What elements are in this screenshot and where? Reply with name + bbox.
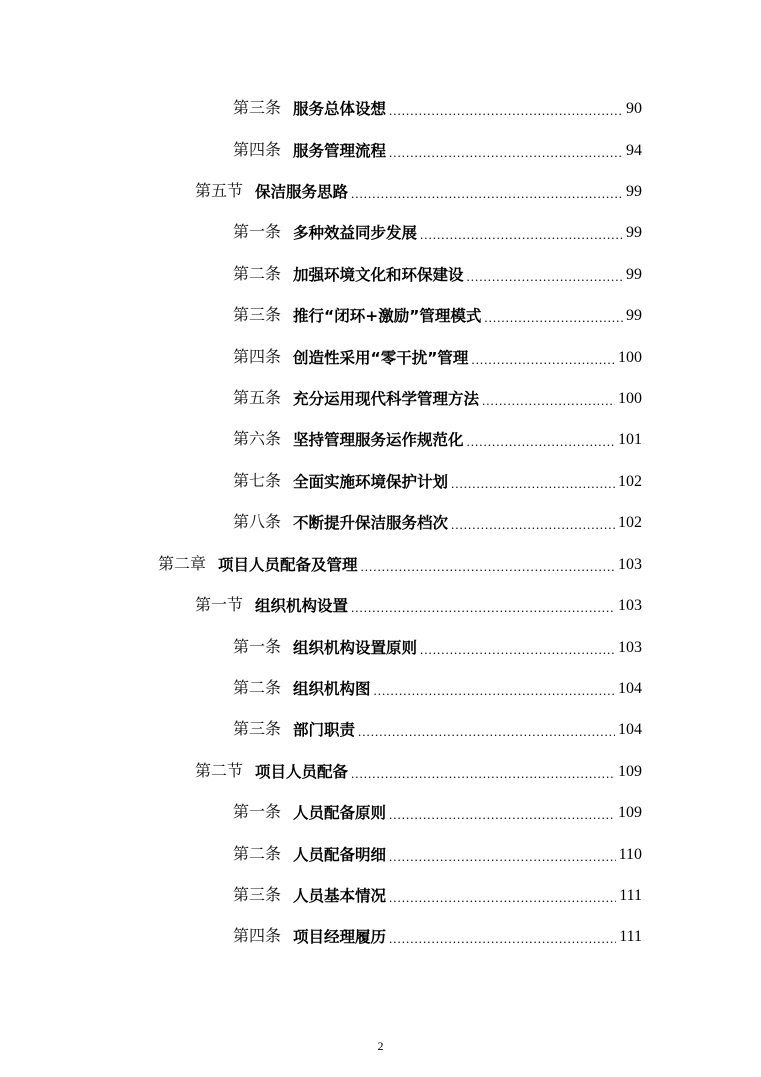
toc-entry-title: 组织机构设置: [255, 597, 349, 615]
toc-entry-article[interactable]: [233, 636, 642, 660]
toc-entry-title: 加强环境文化和环保建设: [293, 266, 464, 284]
toc-entry-article[interactable]: [233, 843, 642, 867]
toc-entry-title: 推行“闭环+激励”管理模式: [293, 307, 482, 325]
toc-dot-leader: [374, 679, 615, 703]
toc-entry-page: 102: [618, 514, 642, 531]
toc-entry-title: 坚持管理服务运作规范化: [293, 431, 464, 449]
toc-entry-title: 部门职责: [293, 721, 356, 739]
toc-entry-title: 服务管理流程: [293, 142, 387, 160]
toc-entry-number: 第六条: [233, 431, 282, 448]
toc-entry-title: 项目经理履历: [293, 928, 387, 946]
toc-dot-leader: [389, 927, 616, 951]
toc-entry-title: 不断提升保洁服务档次: [293, 514, 449, 532]
toc-entry-page: 103: [618, 597, 642, 614]
toc-entry-title: 创造性采用“零干扰”管理: [293, 349, 469, 367]
toc-entry-article[interactable]: [233, 263, 642, 287]
toc-entry-page: 111: [619, 928, 642, 945]
toc-entry-section[interactable]: [195, 760, 642, 784]
toc-dot-leader: [420, 638, 615, 662]
toc-entry-article[interactable]: [233, 677, 642, 701]
toc-dot-leader: [484, 306, 623, 330]
toc-dot-leader: [471, 348, 615, 372]
toc-dot-leader: [351, 182, 623, 206]
toc-entry-title: 组织机构图: [293, 680, 371, 698]
toc-dot-leader: [361, 555, 615, 579]
toc-dot-leader: [389, 845, 616, 869]
toc-dot-leader: [451, 513, 615, 537]
toc-entry-title: 人员基本情况: [293, 887, 387, 905]
toc-entry-page: 103: [618, 639, 642, 656]
toc-dot-leader: [482, 389, 615, 413]
toc-entry-number: 第四条: [233, 349, 282, 366]
toc-entry-number: 第一条: [233, 224, 282, 241]
toc-entry-page: 99: [626, 183, 642, 200]
toc-entry-article[interactable]: [233, 346, 642, 370]
toc-entry-number: 第四条: [233, 928, 282, 945]
toc-entry-section[interactable]: [195, 594, 642, 618]
toc-entry-number: 第二章: [158, 556, 207, 573]
toc-entry-page: 99: [626, 224, 642, 241]
toc-entry-title: 多种效益同步发展: [293, 224, 418, 242]
toc-entry-number: 第一节: [195, 597, 244, 614]
toc-entry-number: 第三条: [233, 100, 282, 117]
page-number: 2: [377, 1039, 384, 1053]
toc-entry-number: 第二条: [233, 680, 282, 697]
toc-entry-title: 服务总体设想: [293, 100, 387, 118]
toc-entry-number: 第四条: [233, 142, 282, 159]
toc-dot-leader: [389, 886, 616, 910]
toc-dot-leader: [389, 141, 623, 165]
toc-entry-page: 90: [626, 100, 642, 117]
toc-entry-number: 第三条: [233, 307, 282, 324]
toc-entry-page: 109: [618, 804, 642, 821]
toc-entry-title: 项目人员配备: [255, 763, 349, 781]
toc-entry-chapter[interactable]: [158, 553, 642, 577]
toc-dot-leader: [467, 265, 623, 289]
toc-entry-title: 人员配备明细: [293, 846, 387, 864]
toc-entry-page: 99: [626, 307, 642, 324]
toc-dot-leader: [451, 472, 615, 496]
toc-entry-title: 充分运用现代科学管理方法: [293, 390, 480, 408]
toc-entry-page: 111: [619, 887, 642, 904]
toc-entry-article[interactable]: [233, 718, 642, 742]
toc-entry-title: 人员配备原则: [293, 804, 387, 822]
toc-dot-leader: [389, 99, 623, 123]
toc-dot-leader: [351, 762, 615, 786]
toc-entry-article[interactable]: [233, 511, 642, 535]
toc-entry-article[interactable]: [233, 428, 642, 452]
toc-entry-page: 100: [618, 349, 642, 366]
toc-entry-number: 第五条: [233, 390, 282, 407]
toc-entry-article[interactable]: [233, 925, 642, 949]
toc-entry-page: 94: [626, 142, 642, 159]
toc-entry-article[interactable]: [233, 304, 642, 328]
toc-entry-number: 第二节: [195, 763, 244, 780]
toc-dot-leader: [467, 430, 615, 454]
toc-entry-title: 全面实施环境保护计划: [293, 473, 449, 491]
toc-entry-number: 第三条: [233, 887, 282, 904]
toc-entry-article[interactable]: [233, 97, 642, 121]
toc-entry-number: 第七条: [233, 473, 282, 490]
toc-entry-page: 104: [618, 721, 642, 738]
toc-entry-number: 第一条: [233, 804, 282, 821]
toc-entry-article[interactable]: [233, 801, 642, 825]
toc-dot-leader: [420, 223, 623, 247]
toc-dot-leader: [389, 803, 615, 827]
toc-entry-number: 第二条: [233, 846, 282, 863]
toc-entry-number: 第一条: [233, 639, 282, 656]
toc-dot-leader: [358, 720, 615, 744]
toc-entry-section[interactable]: [195, 180, 642, 204]
toc-entry-page: 110: [618, 846, 642, 863]
toc-entry-page: 104: [618, 680, 642, 697]
toc-entry-article[interactable]: [233, 470, 642, 494]
toc-entry-article[interactable]: [233, 884, 642, 908]
toc-entry-article[interactable]: [233, 139, 642, 163]
toc-entry-page: 102: [618, 473, 642, 490]
toc-entry-page: 99: [626, 266, 642, 283]
toc-entry-page: 100: [618, 390, 642, 407]
toc-entry-title: 项目人员配备及管理: [218, 556, 358, 574]
toc-dot-leader: [351, 596, 615, 620]
toc-entry-page: 101: [618, 431, 642, 448]
toc-entry-number: 第二条: [233, 266, 282, 283]
toc-entry-number: 第八条: [233, 514, 282, 531]
toc-entry-page: 109: [618, 763, 642, 780]
toc-entry-article[interactable]: [233, 387, 642, 411]
toc-entry-number: 第三条: [233, 721, 282, 738]
toc-entry-article[interactable]: [233, 221, 642, 245]
toc-entry-page: 103: [618, 556, 642, 573]
toc-entry-title: 保洁服务思路: [255, 183, 349, 201]
toc-entry-number: 第五节: [195, 183, 244, 200]
toc-entry-title: 组织机构设置原则: [293, 639, 418, 657]
